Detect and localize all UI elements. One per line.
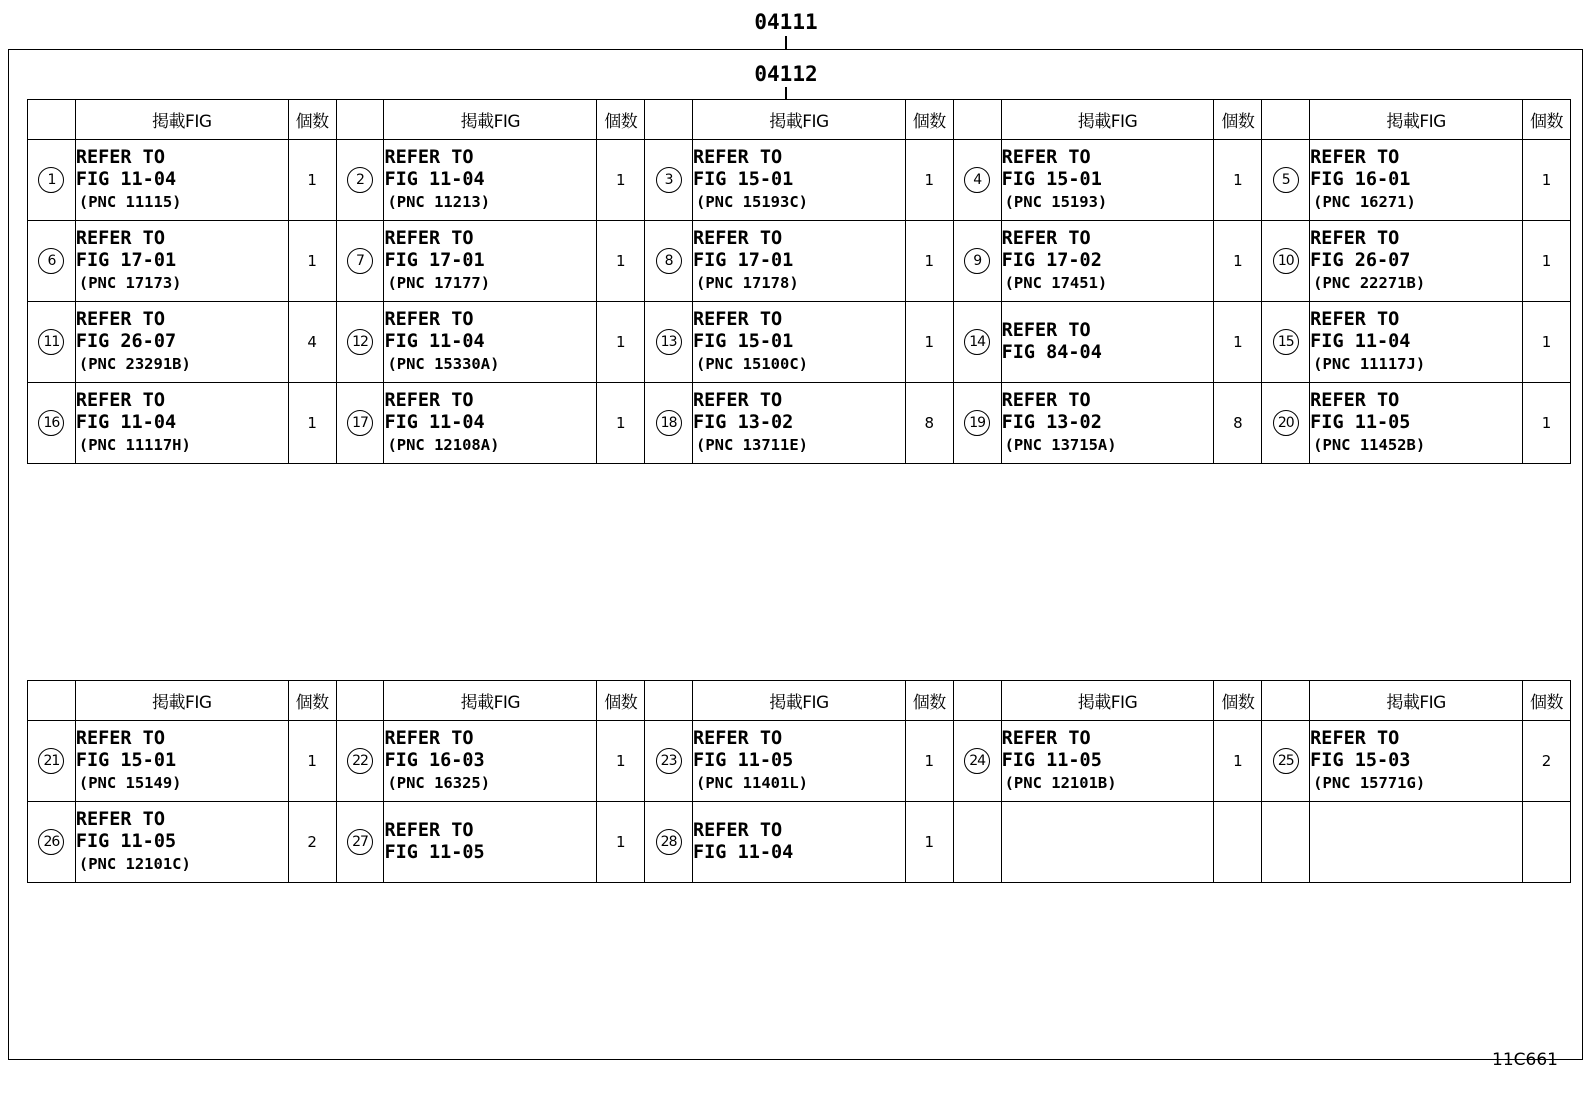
refer-to-text: REFER TO: [1310, 228, 1400, 249]
reference-cell: [1001, 802, 1214, 883]
item-number: 2: [347, 167, 373, 193]
header-fig: 掲載FIG: [1310, 100, 1523, 140]
item-number: 17: [347, 410, 373, 436]
quantity-cell: 1: [288, 721, 336, 802]
item-number: 28: [656, 829, 682, 855]
refer-to-text: REFER TO: [693, 728, 783, 749]
fig-reference: FIG 11-04: [75, 412, 177, 433]
header-number-cell: [336, 100, 384, 140]
pnc-code: (PNC 15771G): [1313, 774, 1426, 792]
reference-cell: [384, 302, 597, 383]
header-qty: 個数: [905, 100, 953, 140]
assembly-code: 04111: [754, 10, 818, 34]
quantity-cell: 8: [905, 383, 953, 464]
item-number-cell: [28, 221, 76, 302]
item-number-cell: [336, 302, 384, 383]
item-number-cell: [1262, 383, 1310, 464]
item-number-cell: [953, 221, 1001, 302]
fig-reference: FIG 11-04: [693, 842, 794, 863]
header-fig: 掲載FIG: [693, 100, 906, 140]
refer-to-text: REFER TO: [1001, 228, 1091, 249]
header-number-cell: [953, 681, 1001, 721]
header-qty: 個数: [597, 681, 645, 721]
connector-line-top: [785, 36, 787, 49]
quantity-cell: 1: [1523, 140, 1571, 221]
quantity-cell: 1: [1523, 221, 1571, 302]
fig-reference: FIG 11-04: [384, 331, 485, 352]
item-number: 16: [38, 410, 64, 436]
quantity-cell: 1: [597, 802, 645, 883]
item-number-cell: [953, 140, 1001, 221]
reference-cell: [693, 721, 906, 802]
pnc-code: (PNC 12108A): [387, 436, 500, 454]
quantity-cell: 1: [905, 140, 953, 221]
pnc-code: (PNC 15100C): [696, 355, 808, 373]
table-row: [28, 802, 1571, 883]
item-number-cell: [28, 802, 76, 883]
refer-to-text: REFER TO: [384, 147, 474, 168]
quantity-cell: 2: [288, 802, 336, 883]
reference-cell: [693, 302, 906, 383]
fig-reference: FIG 17-01: [384, 250, 485, 271]
reference-cell: [384, 140, 597, 221]
header-number-cell: [28, 681, 76, 721]
fig-reference: FIG 26-07: [75, 331, 177, 352]
reference-cell: [75, 140, 288, 221]
quantity-cell: 1: [905, 302, 953, 383]
header-number-cell: [645, 100, 693, 140]
fig-reference: FIG 11-05: [1310, 412, 1411, 433]
reference-cell: [75, 383, 288, 464]
reference-cell: [75, 302, 288, 383]
refer-to-text: REFER TO: [384, 228, 474, 249]
item-number: 23: [656, 748, 682, 774]
quantity-cell: 4: [288, 302, 336, 383]
refer-to-text: REFER TO: [75, 309, 165, 330]
fig-reference: FIG 13-02: [693, 412, 794, 433]
header-fig: 掲載FIG: [1310, 681, 1523, 721]
reference-cell: [693, 383, 906, 464]
fig-reference: FIG 11-05: [384, 842, 485, 863]
header-number-cell: [1262, 100, 1310, 140]
reference-cell: [1310, 221, 1523, 302]
fig-reference: FIG 11-04: [75, 169, 177, 190]
quantity-cell: 1: [597, 140, 645, 221]
reference-cell: [1310, 302, 1523, 383]
pnc-code: (PNC 15193): [1004, 193, 1108, 211]
refer-to-text: REFER TO: [693, 147, 783, 168]
fig-reference: FIG 15-01: [693, 169, 794, 190]
pnc-code: (PNC 11401L): [696, 774, 808, 792]
item-number-cell: [953, 802, 1001, 883]
pnc-code: (PNC 16325): [387, 774, 491, 792]
header-qty: 個数: [1214, 681, 1262, 721]
fig-reference: FIG 13-02: [1001, 412, 1102, 433]
item-number-cell: [645, 302, 693, 383]
fig-reference: FIG 15-03: [1310, 750, 1411, 771]
item-number: 24: [964, 748, 990, 774]
quantity-cell: 1: [905, 802, 953, 883]
refer-to-text: REFER TO: [75, 728, 165, 749]
pnc-code: (PNC 16271): [1313, 193, 1416, 211]
reference-cell: [384, 221, 597, 302]
item-number-cell: [336, 383, 384, 464]
item-number: 10: [1273, 248, 1299, 274]
quantity-cell: 1: [288, 140, 336, 221]
item-number-cell: [645, 802, 693, 883]
pnc-code: (PNC 11452B): [1313, 436, 1426, 454]
table-row: [28, 302, 1571, 383]
refer-to-text: REFER TO: [1001, 390, 1091, 411]
pnc-code: (PNC 13715A): [1004, 436, 1117, 454]
item-number: 5: [1273, 167, 1299, 193]
item-number: 9: [964, 248, 990, 274]
refer-to-text: REFER TO: [1001, 147, 1091, 168]
refer-to-text: REFER TO: [1310, 728, 1400, 749]
quantity-cell: [1523, 802, 1571, 883]
pnc-code: (PNC 17173): [78, 274, 182, 292]
reference-cell: [75, 802, 288, 883]
refer-to-text: REFER TO: [75, 390, 165, 411]
pnc-code: (PNC 12101C): [78, 855, 191, 873]
header-number-cell: [336, 681, 384, 721]
header-qty: 個数: [288, 100, 336, 140]
quantity-cell: 1: [597, 383, 645, 464]
item-number: 1: [38, 167, 64, 193]
item-number: 6: [38, 248, 64, 274]
header-fig: 掲載FIG: [384, 100, 597, 140]
pnc-code: (PNC 11117H): [78, 436, 191, 454]
item-number: 12: [347, 329, 373, 355]
item-number-cell: [336, 721, 384, 802]
refer-to-text: REFER TO: [693, 309, 783, 330]
item-number: 7: [347, 248, 373, 274]
quantity-cell: 1: [597, 721, 645, 802]
header-fig: 掲載FIG: [75, 100, 288, 140]
item-number: 13: [656, 329, 682, 355]
reference-cell: [384, 383, 597, 464]
refer-to-text: REFER TO: [75, 228, 165, 249]
refer-to-text: REFER TO: [75, 809, 165, 830]
reference-cell: [693, 221, 906, 302]
reference-cell: [693, 140, 906, 221]
item-number: 27: [347, 829, 373, 855]
reference-cell: [1001, 140, 1214, 221]
item-number: 3: [656, 167, 682, 193]
item-number: 8: [656, 248, 682, 274]
pnc-code: (PNC 22271B): [1313, 274, 1426, 292]
refer-to-text: REFER TO: [384, 390, 474, 411]
parts-table-2: [27, 680, 1571, 883]
item-number-cell: [645, 383, 693, 464]
refer-to-text: REFER TO: [1001, 320, 1091, 341]
fig-reference: FIG 11-04: [1310, 331, 1411, 352]
fig-reference: FIG 16-01: [1310, 169, 1411, 190]
item-number-cell: [953, 383, 1001, 464]
pnc-code: (PNC 17178): [696, 274, 799, 292]
quantity-cell: 1: [1214, 302, 1262, 383]
item-number-cell: [1262, 140, 1310, 221]
item-number-cell: [336, 221, 384, 302]
quantity-cell: 1: [1214, 721, 1262, 802]
refer-to-text: REFER TO: [1001, 728, 1091, 749]
refer-to-text: REFER TO: [1310, 390, 1400, 411]
fig-reference: FIG 17-02: [1001, 250, 1102, 271]
quantity-cell: 1: [905, 221, 953, 302]
pnc-code: (PNC 11115): [78, 193, 182, 211]
parts-table-1: [27, 99, 1571, 464]
reference-cell: [1310, 721, 1523, 802]
quantity-cell: 1: [1523, 302, 1571, 383]
item-number-cell: [336, 802, 384, 883]
quantity-cell: 1: [1214, 221, 1262, 302]
header-qty: 個数: [905, 681, 953, 721]
item-number-cell: [1262, 302, 1310, 383]
header-fig: 掲載FIG: [1001, 100, 1214, 140]
reference-cell: [693, 802, 906, 883]
item-number-cell: [645, 140, 693, 221]
fig-reference: FIG 11-04: [384, 412, 485, 433]
item-number-cell: [28, 721, 76, 802]
table-row: [28, 221, 1571, 302]
item-number: 25: [1273, 748, 1299, 774]
reference-cell: [75, 721, 288, 802]
pnc-code: (PNC 17177): [387, 274, 491, 292]
header-qty: 個数: [288, 681, 336, 721]
reference-cell: [75, 221, 288, 302]
quantity-cell: 1: [1523, 383, 1571, 464]
item-number: 18: [656, 410, 682, 436]
refer-to-text: REFER TO: [693, 820, 783, 841]
item-number-cell: [953, 721, 1001, 802]
pnc-code: (PNC 11213): [387, 193, 491, 211]
reference-cell: [1310, 802, 1523, 883]
pnc-code: (PNC 13711E): [696, 436, 808, 454]
reference-cell: [1310, 383, 1523, 464]
illustration-code: 11C661: [1492, 1050, 1558, 1070]
pnc-code: (PNC 11117J): [1313, 355, 1426, 373]
reference-cell: [1001, 221, 1214, 302]
item-number-cell: [1262, 802, 1310, 883]
item-number-cell: [28, 383, 76, 464]
header-number-cell: [953, 100, 1001, 140]
refer-to-text: REFER TO: [693, 390, 783, 411]
reference-cell: [1001, 721, 1214, 802]
quantity-cell: 1: [905, 721, 953, 802]
header-fig: 掲載FIG: [384, 681, 597, 721]
quantity-cell: [1214, 802, 1262, 883]
pnc-code: (PNC 15149): [78, 774, 182, 792]
item-number-cell: [28, 140, 76, 221]
reference-cell: [384, 721, 597, 802]
item-number: 14: [964, 329, 990, 355]
quantity-cell: 1: [288, 221, 336, 302]
table-row: [28, 721, 1571, 802]
fig-reference: FIG 17-01: [693, 250, 794, 271]
header-fig: 掲載FIG: [75, 681, 288, 721]
reference-cell: [1310, 140, 1523, 221]
header-fig: 掲載FIG: [693, 681, 906, 721]
fig-reference: FIG 84-04: [1001, 342, 1102, 363]
header-qty: 個数: [1523, 681, 1571, 721]
header-number-cell: [1262, 681, 1310, 721]
pnc-code: (PNC 15330A): [387, 355, 500, 373]
refer-to-text: REFER TO: [384, 820, 474, 841]
quantity-cell: 1: [288, 383, 336, 464]
fig-reference: FIG 11-04: [384, 169, 485, 190]
item-number: 22: [347, 748, 373, 774]
refer-to-text: REFER TO: [1310, 147, 1400, 168]
fig-reference: FIG 17-01: [75, 250, 177, 271]
fig-reference: FIG 11-05: [1001, 750, 1102, 771]
item-number: 19: [964, 410, 990, 436]
fig-reference: FIG 11-05: [693, 750, 794, 771]
pnc-code: (PNC 15193C): [696, 193, 808, 211]
header-number-cell: [645, 681, 693, 721]
header-qty: 個数: [1214, 100, 1262, 140]
reference-cell: [1001, 383, 1214, 464]
subassembly-code: 04112: [754, 62, 818, 86]
table-row: [28, 140, 1571, 221]
fig-reference: FIG 15-01: [1001, 169, 1102, 190]
fig-reference: FIG 15-01: [693, 331, 794, 352]
pnc-code: (PNC 12101B): [1004, 774, 1117, 792]
pnc-code: (PNC 23291B): [78, 355, 191, 373]
fig-reference: FIG 11-05: [75, 831, 177, 852]
item-number: 21: [38, 748, 64, 774]
quantity-cell: 8: [1214, 383, 1262, 464]
quantity-cell: 1: [597, 302, 645, 383]
pnc-code: (PNC 17451): [1004, 274, 1108, 292]
refer-to-text: REFER TO: [693, 228, 783, 249]
refer-to-text: REFER TO: [75, 147, 165, 168]
header-qty: 個数: [597, 100, 645, 140]
item-number: 20: [1273, 410, 1299, 436]
header-number-cell: [28, 100, 76, 140]
item-number: 11: [38, 329, 64, 355]
refer-to-text: REFER TO: [384, 309, 474, 330]
quantity-cell: 2: [1523, 721, 1571, 802]
quantity-cell: 1: [597, 221, 645, 302]
item-number-cell: [336, 140, 384, 221]
fig-reference: FIG 15-01: [75, 750, 177, 771]
refer-to-text: REFER TO: [1310, 309, 1400, 330]
item-number: 15: [1273, 329, 1299, 355]
item-number-cell: [645, 721, 693, 802]
item-number: 26: [38, 829, 64, 855]
reference-cell: [384, 802, 597, 883]
item-number-cell: [645, 221, 693, 302]
item-number-cell: [1262, 221, 1310, 302]
item-number-cell: [953, 302, 1001, 383]
item-number: 4: [964, 167, 990, 193]
header-qty: 個数: [1523, 100, 1571, 140]
reference-cell: [1001, 302, 1214, 383]
header-fig: 掲載FIG: [1001, 681, 1214, 721]
table-row: [28, 383, 1571, 464]
refer-to-text: REFER TO: [384, 728, 474, 749]
quantity-cell: 1: [1214, 140, 1262, 221]
item-number-cell: [28, 302, 76, 383]
item-number-cell: [1262, 721, 1310, 802]
fig-reference: FIG 26-07: [1310, 250, 1411, 271]
fig-reference: FIG 16-03: [384, 750, 485, 771]
